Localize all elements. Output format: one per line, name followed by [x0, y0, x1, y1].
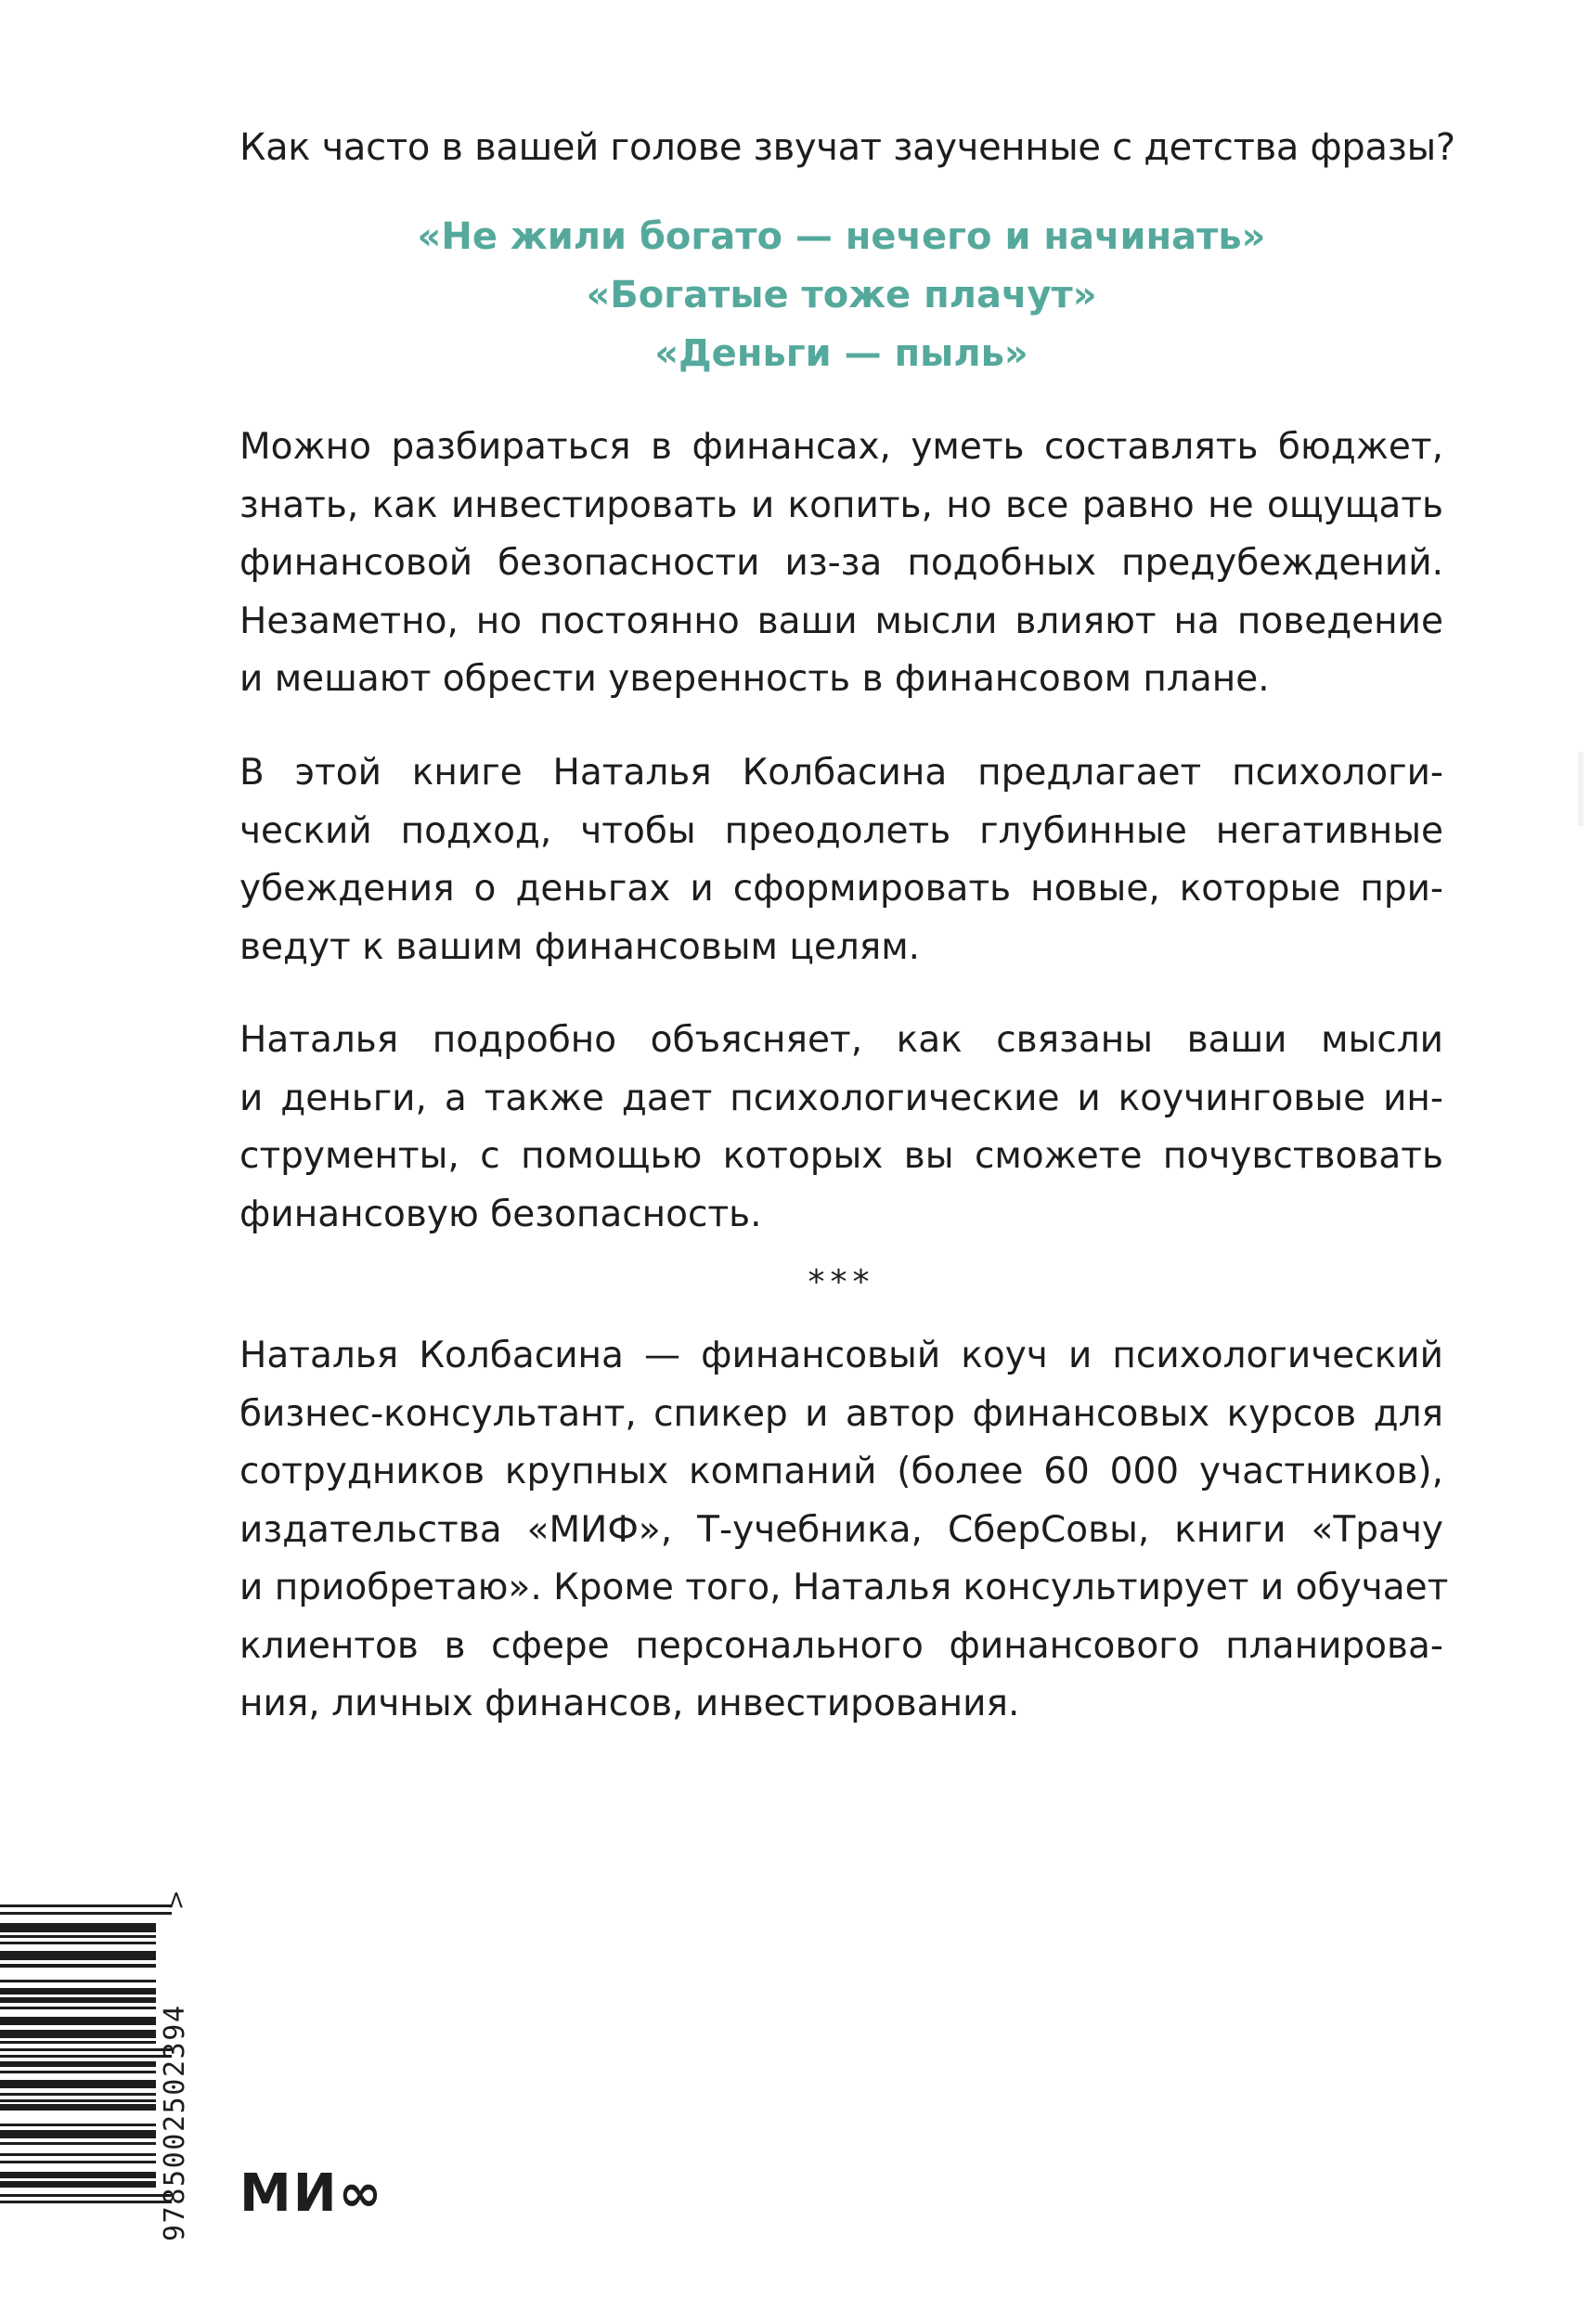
author-bio — [239, 1327, 1449, 1734]
quiet-zone-mark: > — [162, 1890, 190, 1910]
paragraph-line: Наталья подробно объясняет, как связаны ваши мысли — [239, 1019, 1443, 1061]
isbn-barcode — [0, 1884, 195, 2246]
quote-1: «Не жили богато — нечего и начинать» — [417, 215, 1266, 258]
paragraph-line: убеждения о деньгах и сформировать новые, которые при- — [239, 868, 1443, 910]
paragraph-line: Незаметно, но постоянно ваши мысли влияют на поведение — [239, 600, 1443, 642]
quotes-block — [239, 208, 1443, 383]
paragraph-2 — [239, 744, 1443, 976]
paragraph-line: и деньги, а также дает психологические и коучинговые ин- — [239, 1077, 1443, 1119]
paragraph-line: ческий подход, чтобы преодолеть глубинные негативные — [239, 809, 1443, 852]
bio-line: издательства «МИФ», Т-учебника, СберСовы, книги «Трачу — [239, 1508, 1443, 1551]
bio-line: Наталья Колбасина — финансовый коуч и психологический — [239, 1335, 1443, 1376]
paragraph-line: финансовой безопасности из-за подобных предубеждений. — [239, 542, 1443, 584]
quote-3: «Деньги — пыль» — [654, 332, 1028, 375]
paragraph-1 — [239, 419, 1443, 709]
paragraph-line: и мешают обрести уверенность в финансовом плане. — [239, 658, 1270, 700]
paragraph-line: финансовую безопасность. — [239, 1193, 762, 1235]
paragraph-line: Можно разбираться в финансах, уметь составлять бюджет, — [239, 426, 1443, 468]
print-smudge — [1578, 752, 1584, 826]
paragraph-3 — [239, 1012, 1443, 1244]
bio-line: бизнес-консультант, спикер и автор финансовых курсов для — [239, 1392, 1443, 1435]
bio-line: сотрудников крупных компаний (более 60 000 участников), — [239, 1451, 1443, 1492]
paragraph-line: струменты, с помощью которых вы сможете почувствовать — [239, 1135, 1443, 1177]
bio-line: и приобретаю». Кроме того, Наталья консультирует и обучает — [239, 1567, 1449, 1608]
publisher-logo: МИ∞ — [239, 2163, 384, 2224]
barcode-digits: 9785002502394 — [159, 2004, 191, 2241]
paragraph-line: В этой книге Наталья Колбасина предлагает психологи- — [239, 752, 1443, 794]
paragraph-line: знать, как инвестировать и копить, но все равно не ощущать — [239, 484, 1443, 526]
paragraph-line: ведут к вашим финансовым целям. — [239, 925, 921, 968]
bio-line: ния, личных финансов, инвестирования. — [239, 1683, 1020, 1724]
quote-2: «Богатые тоже плачут» — [586, 274, 1097, 316]
section-separator: *** — [808, 1263, 875, 1301]
bio-line: клиентов в сфере персонального финансового планирова- — [239, 1624, 1443, 1667]
barcode-bars — [0, 1904, 172, 2203]
lead-question: Как часто в вашей голове звучат заученные с детства фразы? — [239, 126, 1455, 169]
